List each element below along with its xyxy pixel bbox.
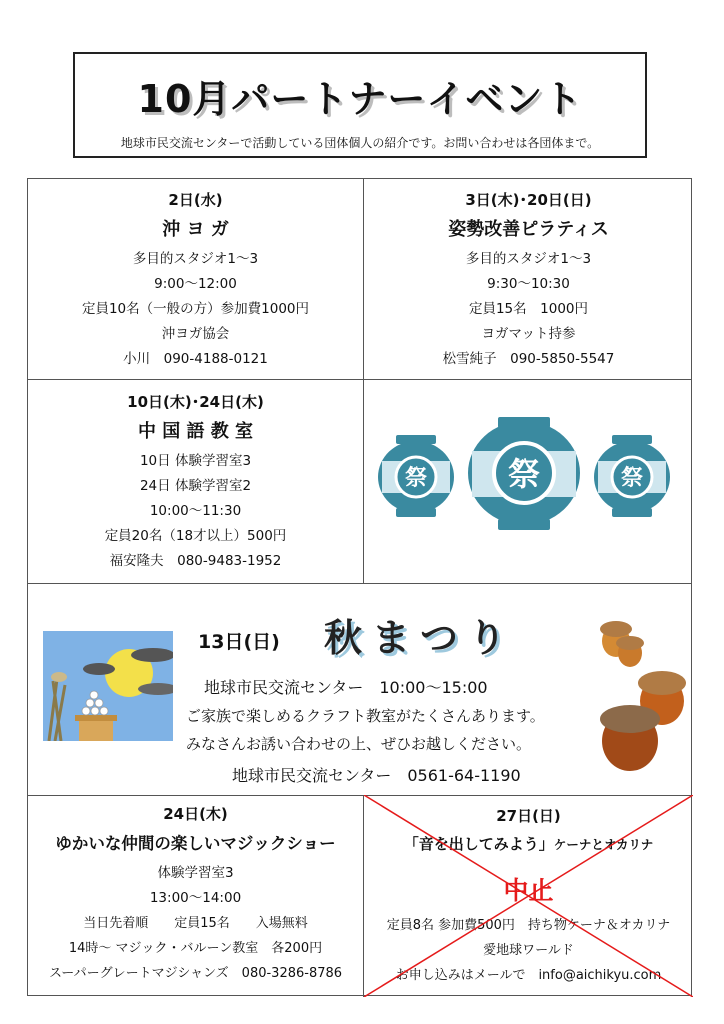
acorn-icon bbox=[600, 621, 644, 667]
event-date: 24日(木) bbox=[163, 805, 228, 823]
event-detail: 10:00～11:30 bbox=[149, 503, 242, 519]
event-contact: 地球市民交流センター 0561-64-1190 bbox=[232, 766, 521, 785]
lanterns-illustration bbox=[374, 413, 674, 537]
event-autumn-festival bbox=[28, 583, 691, 795]
event-detail: 多目的スタジオ1～3 bbox=[465, 251, 592, 267]
event-title: 秋まつり bbox=[324, 616, 517, 660]
event-title-sub: ケーナとオカリナ bbox=[553, 837, 654, 852]
svg-text:祭: 祭 bbox=[507, 455, 541, 493]
event-contact: スーパーグレートマジシャンズ 080-3286-8786 bbox=[48, 966, 343, 981]
event-detail: 13:00～14:00 bbox=[149, 890, 242, 906]
event-organizer: 愛地球ワールド bbox=[483, 943, 574, 958]
event-detail: 多目的スタジオ1～3 bbox=[132, 251, 259, 267]
event-date: 27日(日) bbox=[496, 807, 561, 825]
event-detail: ヨガマット持参 bbox=[481, 326, 576, 342]
event-detail: 地球市民交流センター 10:00～15:00 bbox=[204, 678, 488, 697]
lantern-icon bbox=[594, 435, 670, 517]
moon-viewing-icon bbox=[43, 631, 173, 741]
event-quena-ocarina bbox=[364, 795, 693, 997]
event-detail: 定員10名（一般の方）参加費1000円 bbox=[81, 301, 310, 317]
event-date: 2日(水) bbox=[168, 191, 223, 209]
event-contact: 松雪純子 090-5850-5547 bbox=[442, 351, 615, 367]
event-title: 沖 ヨ ガ bbox=[162, 219, 229, 240]
event-date: 10日(木)･24日(木) bbox=[127, 393, 264, 411]
event-grid bbox=[27, 178, 692, 996]
event-detail: 9:30～10:30 bbox=[487, 276, 570, 292]
event-title: ゆかいな仲間の楽しいマジックショー bbox=[55, 834, 336, 853]
event-detail: 定員15名 1000円 bbox=[468, 301, 589, 317]
event-detail: ご家族で楽しめるクラフト教室がたくさんあります。 bbox=[186, 707, 545, 725]
event-date: 3日(木)･20日(日) bbox=[465, 191, 592, 209]
event-contact: 福安隆夫 080-9483-1952 bbox=[109, 553, 282, 569]
event-magic-show bbox=[28, 801, 363, 986]
cancelled-badge: 中止 bbox=[503, 876, 554, 905]
acorn-icon bbox=[600, 705, 660, 771]
event-pilates bbox=[364, 187, 693, 372]
page-subtitle: 地球市民交流センターで活動している団体個人の紹介です。お問い合わせは各団体まで。 bbox=[120, 136, 600, 150]
grid-divider bbox=[28, 379, 691, 380]
lantern-icon bbox=[378, 435, 454, 517]
event-title-main: 「音を出してみよう」 bbox=[403, 835, 554, 853]
event-contact: お申し込みはメールで info@aichikyu.com bbox=[395, 968, 662, 983]
event-detail: 定員20名（18才以上）500円 bbox=[104, 528, 287, 544]
svg-text:祭: 祭 bbox=[620, 466, 644, 491]
event-detail: 当日先着順 定員15名 入場無料 bbox=[83, 916, 308, 931]
event-date: 13日(日) bbox=[198, 631, 280, 653]
event-yoga bbox=[28, 187, 363, 372]
event-detail: みなさんお誘い合わせの上、ぜひお越しください。 bbox=[186, 735, 532, 753]
event-title: 中 国 語 教 室 bbox=[137, 421, 254, 442]
svg-text:祭: 祭 bbox=[404, 466, 428, 491]
cancel-cross-icon bbox=[364, 795, 693, 997]
header-box bbox=[73, 52, 647, 158]
lantern-icon bbox=[468, 417, 580, 530]
event-detail: 9:00～12:00 bbox=[154, 276, 237, 292]
event-detail: 定員8名 参加費500円 持ち物ケーナ＆オカリナ bbox=[386, 918, 671, 933]
event-detail: 体験学習室3 bbox=[157, 865, 234, 881]
page-title: 10月パートナーイベント bbox=[137, 77, 583, 121]
event-chinese-class bbox=[28, 389, 363, 574]
event-detail: 10日 体験学習室3 bbox=[139, 453, 252, 469]
event-title: 姿勢改善ピラティス bbox=[448, 219, 609, 240]
event-detail: 沖ヨガ協会 bbox=[161, 326, 230, 342]
acorns-illustration bbox=[586, 605, 688, 781]
event-detail: 14時～ マジック・バルーン教室 各200円 bbox=[68, 941, 323, 956]
event-contact: 小川 090-4188-0121 bbox=[123, 351, 268, 367]
event-detail: 24日 体験学習室2 bbox=[139, 478, 252, 494]
